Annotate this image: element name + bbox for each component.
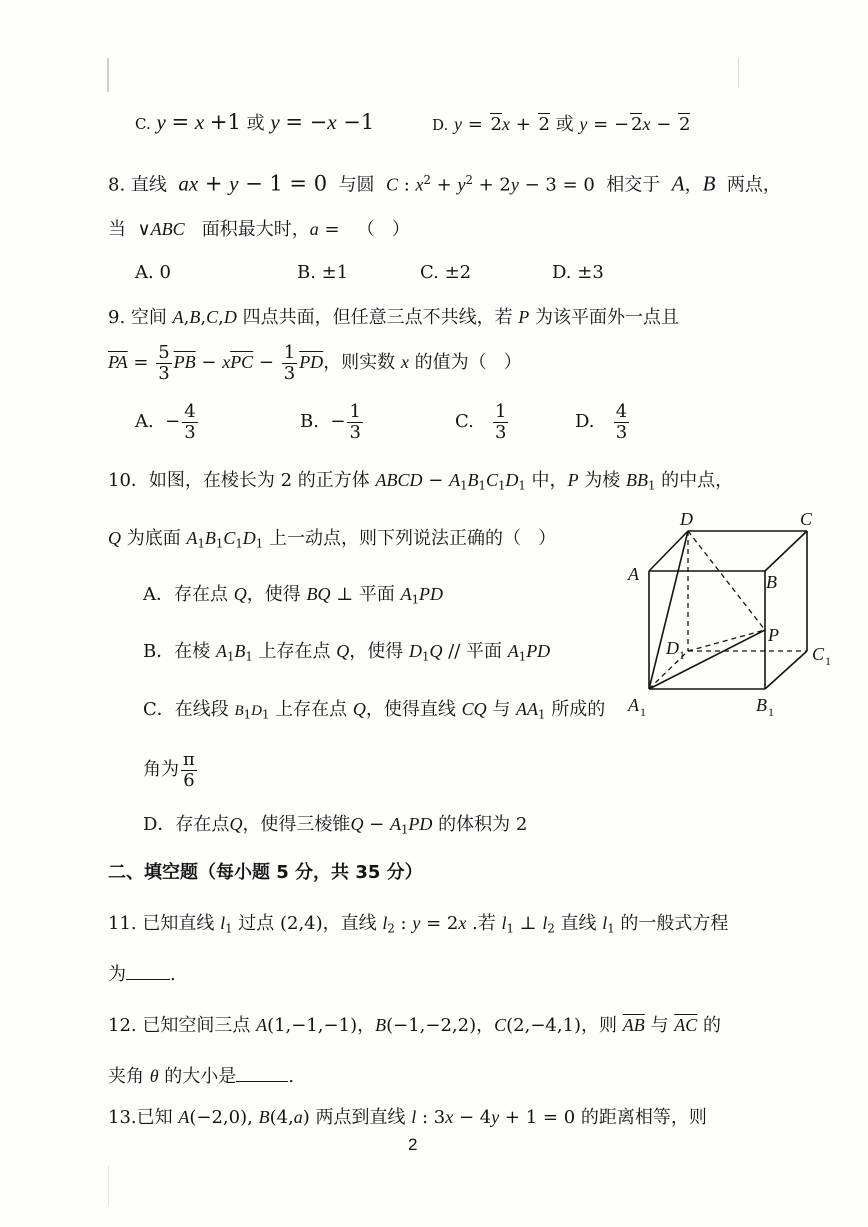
q10-option-c-line1: C．在线段 $B_1D_1$ 上存在点 Q，使得直线 CQ 与 $AA_1$ 所成的 [143,699,606,722]
label-B1: B [756,695,767,715]
q9-option-a: A. − $\frac{4}{3}$ [135,400,196,443]
q9-option-b: B. − $\frac{1}{3}$ [300,400,361,443]
q10-stem-line2: Q 为底面 $A_1B_1C_1D_1$ 上一动点，则下列说法正确的（ ） [108,528,557,551]
q9-stem-line1: 9. 空间 A,B,C,D 四点共面，但任意三点不共线，若 P 为该平面外一点且 [108,307,680,328]
label-A1-sub: 1 [640,705,646,719]
q8-stem-line2: 当 ∨ABC 面积最大时，a = （ ） [108,219,410,240]
q7-option-c: C. y = x +1 或 y = −x −1 [135,110,375,134]
label-C: C [800,509,813,529]
q9-option-c: C. $\frac{1}{3}$ [455,400,507,443]
label-B: B [766,572,777,592]
scan-edge-mark [738,58,739,88]
q9-option-d: D. $\frac{4}{3}$ [575,400,628,443]
label-D1-sub: 1 [679,648,685,662]
q10-stem-line1: 10．如图，在棱长为 2 的正方体 ABCD − $A_1B_1C_1D_1$ 中，P 为棱 $BB_1$ 的中点， [108,470,734,493]
q12-stem-line2: 夹角 θ 的大小是 . [108,1066,295,1087]
q13-stem-line1: 13.已知 A(−2,0), B(4,a) 两点到直线 l : 3x − 4y + 1 = 0 的距离相等，则 [108,1107,707,1128]
q10-option-c-line2: 角为 $\frac{\pi}{6}$ [143,748,195,791]
q8-option-c: C. ±2 [420,262,472,283]
q9-stem-line2: $\overline{PA}$ = $\frac{5}{3}$ $\overline{PB} - x\overline{PC}$ − $\frac{1}{3}$ $\overline{PD}$，则实数 x 的值为（ ） [108,341,522,384]
label-P: P [768,625,779,645]
q11-stem-line1: 11. 已知直线 $l_1$ 过点 (2,4)，直线 $l_2$ : y = 2x .若 $l_1$ ⊥ $l_2$ 直线 $l_1$ 的一般式方程 [108,913,729,936]
label-D1: D [666,638,679,658]
q7-option-d: D. y = 2x + 2 或 y = − 2x − 2 [432,114,691,135]
page-number: 2 [408,1135,418,1154]
q10-option-d: D．存在点Q，使得三棱锥$Q - A_1PD$ 的体积为 2 [143,814,528,837]
label-C1: C [812,644,825,664]
label-D: D [680,509,693,529]
q8-option-b: B. ±1 [297,262,349,283]
label-C1-sub: 1 [825,654,831,668]
q12-stem-line1: 12. 已知空间三点 A(1,−1,−1)，B(−1,−2,2)，C(2,−4,1)，则 $\overline{AB}$ 与 $\overline{AC}$ 的 [108,1015,721,1036]
label-A: A [628,564,639,584]
q8-stem-line1: 8. 直线 ax + y − 1 = 0 与圆 C : $x^2 + y^2 + 2y - 3 = 0$ 相交于 A，B 两点， [108,171,781,196]
cube-figure [620,508,840,723]
q11-stem-line2: 为 . [108,964,176,985]
label-B1-sub: 1 [768,705,774,719]
section-title: 二、填空题（每小题 5 分，共 35 分） [108,862,423,883]
answer-blank[interactable] [236,1065,288,1082]
scan-edge-mark [107,58,109,92]
scan-edge-mark [108,1166,109,1206]
q8-option-d: D. ±3 [552,262,604,283]
answer-blank[interactable] [126,963,170,980]
label-A1: A [628,695,639,715]
q10-option-b: B．在棱 $A_1B_1$ 上存在点 Q，使得 $D_1Q$ // 平面 $A_1PD$ [143,641,551,664]
q10-option-a: A．存在点 Q，使得 BQ ⊥ 平面 $A_1PD$ [143,584,443,607]
q8-option-a: A. 0 [135,262,171,283]
